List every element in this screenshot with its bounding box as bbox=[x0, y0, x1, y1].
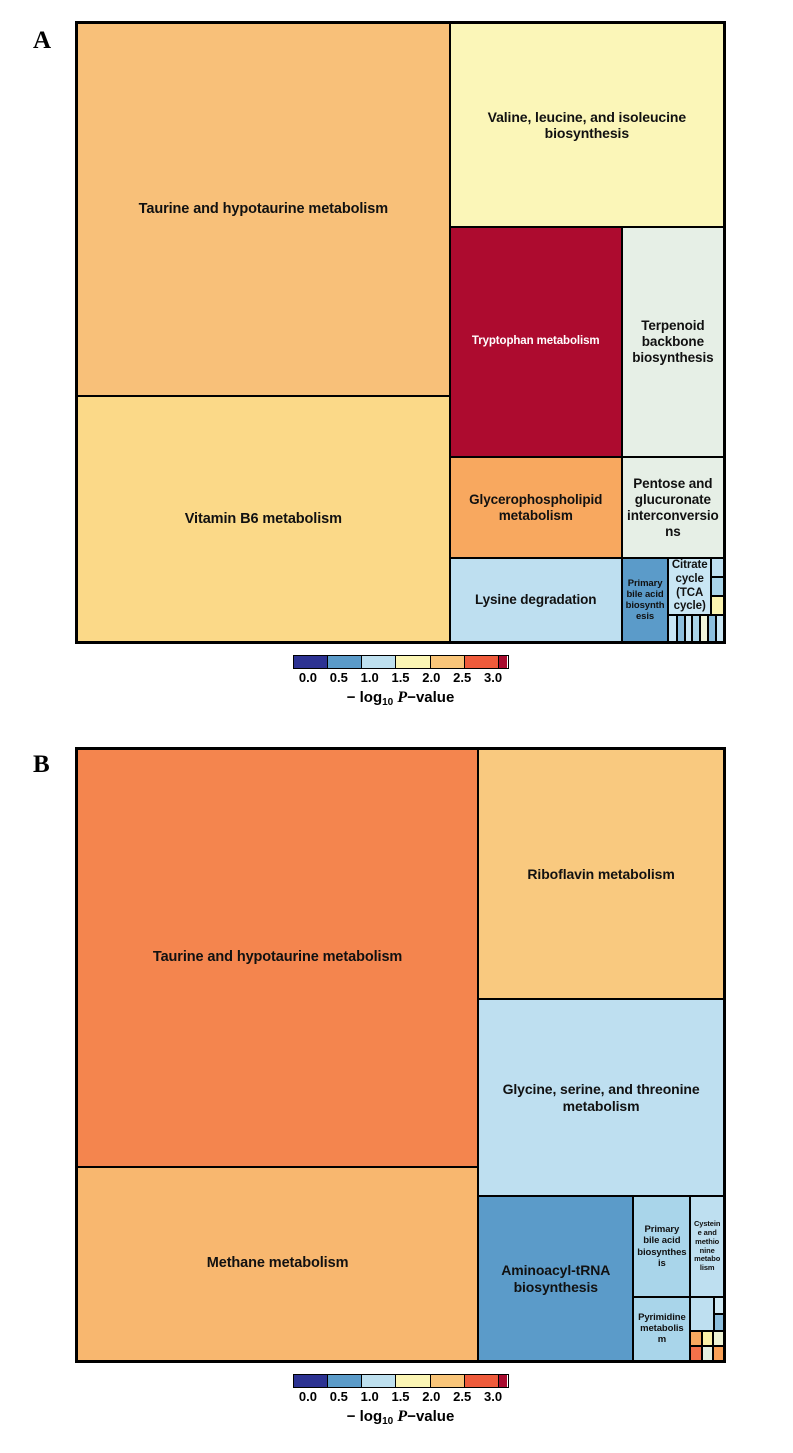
treemap-tile-label: Vitamin B6 metabolism bbox=[184, 510, 342, 527]
treemap-tile-unlabeled bbox=[700, 615, 708, 642]
colorbar-tick-label: 3.0 bbox=[484, 670, 503, 685]
colorbar-ticks-b bbox=[293, 1389, 509, 1405]
treemap-tile-unlabeled bbox=[702, 1346, 713, 1361]
panel-letter-b: B bbox=[33, 751, 50, 778]
colorbar-bin bbox=[362, 656, 396, 668]
colorbar-tick-label: 0.5 bbox=[329, 1389, 348, 1404]
treemap-tile-label: Riboflavin metabolism bbox=[527, 865, 675, 882]
colorbar-tick-label: 0.0 bbox=[298, 670, 317, 685]
colorbar-tick-label: 1.0 bbox=[360, 670, 379, 685]
treemap-tile-label: Glycine, serine, and threonine metabolism bbox=[502, 1081, 700, 1114]
colorbar-bin bbox=[328, 1375, 362, 1387]
treemap-tile bbox=[450, 558, 622, 642]
treemap-tile bbox=[77, 749, 478, 1167]
legend-subscript: 10 bbox=[382, 696, 394, 708]
colorbar-legend-a bbox=[75, 655, 726, 708]
treemap-tile-unlabeled bbox=[714, 1314, 724, 1331]
legend-subscript: 10 bbox=[382, 1415, 394, 1427]
treemap-tile-label: Lysine degradation bbox=[474, 592, 597, 608]
colorbar-bin bbox=[431, 656, 465, 668]
treemap-tile-unlabeled bbox=[690, 1297, 713, 1331]
colorbar-tick-label: 2.5 bbox=[453, 1389, 472, 1404]
treemap-tile-unlabeled bbox=[677, 615, 685, 642]
treemap-tile-unlabeled bbox=[711, 558, 724, 577]
colorbar-tick-label: 2.0 bbox=[422, 670, 441, 685]
treemap-tile-label: Aminoacyl-tRNA biosynthesis bbox=[501, 1262, 611, 1295]
colorbar-b bbox=[293, 1374, 509, 1388]
treemap-tile bbox=[633, 1196, 690, 1296]
treemap-tile-unlabeled bbox=[690, 1331, 702, 1346]
legend-p-italic: P bbox=[397, 689, 408, 706]
colorbar-ticks-a bbox=[293, 670, 509, 686]
treemap-tile-label: Pyrimidine metabolism bbox=[638, 1312, 686, 1346]
treemap-tile-unlabeled bbox=[692, 615, 700, 642]
treemap-tile-unlabeled bbox=[713, 1346, 724, 1361]
legend-p-italic: P bbox=[397, 1408, 408, 1425]
treemap-tile-unlabeled bbox=[711, 577, 724, 596]
treemap-tile-label: Methane metabolism bbox=[206, 1255, 349, 1272]
treemap-tile-unlabeled bbox=[713, 1331, 724, 1346]
treemap-tile bbox=[450, 23, 724, 227]
treemap-tile-unlabeled bbox=[716, 615, 724, 642]
colorbar-tick-label: 3.0 bbox=[484, 1389, 503, 1404]
treemap-tile-unlabeled bbox=[714, 1297, 724, 1314]
treemap-tile bbox=[690, 1196, 724, 1296]
treemap-tile-label: Taurine and hypotaurine metabolism bbox=[138, 201, 388, 218]
treemap-tile-unlabeled bbox=[702, 1331, 713, 1346]
treemap-tile bbox=[622, 457, 724, 559]
treemap-tile bbox=[450, 227, 622, 457]
treemap-tile-label: Cysteine and methionine metabolism bbox=[693, 1219, 721, 1273]
treemap-tile-unlabeled bbox=[708, 615, 716, 642]
colorbar-bin bbox=[431, 1375, 465, 1387]
colorbar-tick-label: 0.5 bbox=[329, 670, 348, 685]
treemap-tile-label: Pentose and glucuronate interconversions bbox=[627, 475, 719, 539]
legend-suffix: −value bbox=[407, 1408, 455, 1425]
colorbar-bin bbox=[362, 1375, 396, 1387]
treemap-tile-unlabeled bbox=[668, 615, 676, 642]
colorbar-bin bbox=[396, 1375, 430, 1387]
colorbar-title-b bbox=[293, 1408, 509, 1427]
colorbar-bin bbox=[499, 656, 507, 668]
colorbar-title-a bbox=[293, 689, 509, 708]
treemap-tile-label: Primary bile acid biosynthesis bbox=[625, 577, 665, 623]
colorbar-legend-b bbox=[75, 1374, 726, 1427]
treemap-tile bbox=[478, 999, 724, 1197]
colorbar-bin bbox=[465, 1375, 499, 1387]
treemap-tile bbox=[478, 749, 724, 999]
legend-prefix: − log bbox=[346, 1408, 383, 1425]
colorbar-tick-label: 2.0 bbox=[422, 1389, 441, 1404]
colorbar-tick-label: 1.5 bbox=[391, 1389, 410, 1404]
treemap-tile-label: Valine, leucine, and isoleucine biosynthesis bbox=[487, 108, 687, 142]
colorbar-tick-label: 1.0 bbox=[360, 1389, 379, 1404]
legend-prefix: − log bbox=[346, 689, 383, 706]
colorbar-tick-label: 2.5 bbox=[453, 670, 472, 685]
treemap-tile bbox=[622, 558, 669, 642]
treemap-tile-label: Taurine and hypotaurine metabolism bbox=[152, 949, 403, 966]
treemap-tile-label: Tryptophan metabolism bbox=[471, 335, 600, 348]
treemap-tile bbox=[668, 558, 711, 614]
colorbar-bin bbox=[294, 1375, 328, 1387]
treemap-tile bbox=[77, 23, 450, 396]
colorbar-bin bbox=[328, 656, 362, 668]
colorbar-bin bbox=[396, 656, 430, 668]
treemap-tile bbox=[622, 227, 724, 457]
colorbar-tick-label: 0.0 bbox=[298, 1389, 317, 1404]
treemap-tile bbox=[478, 1196, 633, 1361]
colorbar-a bbox=[293, 655, 509, 669]
treemap-tile bbox=[77, 1167, 478, 1361]
treemap-panel-a bbox=[75, 21, 726, 644]
colorbar-tick-label: 1.5 bbox=[391, 670, 410, 685]
treemap-tile-unlabeled bbox=[690, 1346, 702, 1361]
treemap-panel-b bbox=[75, 747, 726, 1363]
treemap-tile-label: Citrate cycle (TCA cycle) bbox=[671, 559, 708, 613]
treemap-tile bbox=[450, 457, 622, 559]
treemap-tile bbox=[633, 1297, 690, 1361]
treemap-tile-unlabeled bbox=[685, 615, 693, 642]
treemap-tile-label: Terpenoid backbone biosynthesis bbox=[632, 318, 714, 366]
colorbar-bin bbox=[465, 656, 499, 668]
legend-suffix: −value bbox=[407, 689, 455, 706]
panel-letter-a: A bbox=[33, 27, 52, 54]
colorbar-bin bbox=[294, 656, 328, 668]
treemap-tile-unlabeled bbox=[711, 596, 724, 615]
treemap-tile-label: Glycerophospholipid metabolism bbox=[469, 491, 603, 523]
treemap-tile bbox=[77, 396, 450, 642]
colorbar-bin bbox=[499, 1375, 507, 1387]
treemap-tile-label: Primary bile acid biosynthesis bbox=[637, 1224, 687, 1269]
